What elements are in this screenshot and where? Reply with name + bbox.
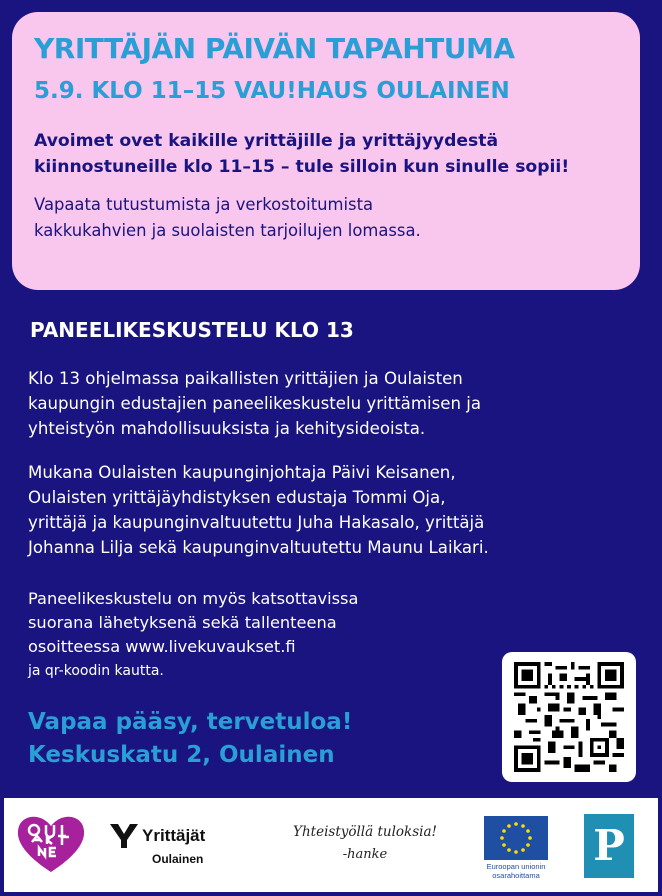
yhteistyo-line: Yhteistyöllä tuloksia! [293,824,437,840]
event-date-location: 5.9. KLO 11–15 VAU!HAUS OULAINEN [34,78,510,104]
event-info-box [12,12,640,290]
networking-text [34,192,622,244]
eu-text-line: Euroopan unionin [486,862,546,871]
stream-info-line: suorana lähetyksenä sekä tallenteena [28,613,337,632]
eu-logo [484,816,552,886]
p-logo: P [584,814,634,878]
yhteistyo-logo [260,820,470,876]
panel-title: PANEELIKESKUSTELU KLO 13 [30,318,354,342]
networking-line: kakkukahvien ja suolaisten tarjoilujen lomassa. [34,221,421,240]
oulainen-heart-logo [12,812,90,876]
sponsor-footer [4,798,658,892]
panel-description-line: Klo 13 ohjelmassa paikallisten yrittäjien ja Oulaisten [28,369,463,388]
panel-participants [28,460,489,560]
stream-info-line: Paneelikeskustelu on myös katsottavissa [28,589,359,608]
stream-info-line: ja qr-koodin kautta. [28,663,164,679]
qr-code-icon [512,662,626,772]
address-text: Keskuskatu 2, Oulainen [28,742,335,768]
panel-description [28,366,481,441]
participants-line: Johanna Lilja sekä kaupunginvaltuutettu Maunu Laikari. [28,538,489,557]
stream-info [28,587,358,683]
eu-text [484,862,548,880]
closing-text [28,706,352,772]
participants-line: Oulaisten yrittäjäyhdistyksen edustaja Tommi Oja, [28,488,446,507]
event-title: YRITTÄJÄN PÄIVÄN TAPAHTUMA [34,32,515,65]
eu-flag-icon [484,816,548,860]
networking-line: Vapaata tutustumista ja verkostoitumista [34,195,374,214]
eu-text-line: osarahoittama [492,871,540,880]
yrittajat-subtitle: Oulainen [152,852,204,866]
panel-description-line: yhteistyön mahdollisuuksista ja kehitysideoista. [28,419,426,438]
yrittajat-mark-icon [108,822,140,850]
yrittajat-logo [108,820,250,876]
panel-description-line: kaupungin edustajien paneelikeskustelu yrittämisen ja [28,394,482,413]
yhteistyo-line: -hanke [342,847,388,862]
open-doors-text [34,128,622,180]
qr-code[interactable] [502,652,636,782]
participants-line: yrittäjä ja kaupunginvaltuutettu Juha Hakasalo, yrittäjä [28,513,485,532]
stream-info-line: osoitteessa www.livekuvaukset.fi [28,637,296,656]
free-entry-text: Vapaa pääsy, tervetuloa! [28,709,353,735]
open-doors-line: kiinnostuneille klo 11–15 – tule silloin kun sinulle sopii! [34,157,570,177]
yrittajat-name: Yrittäjät [142,826,206,845]
open-doors-line: Avoimet ovet kaikille yrittäjille ja yrittäjyydestä [34,131,499,151]
participants-line: Mukana Oulaisten kaupunginjohtaja Päivi Keisanen, [28,463,456,482]
